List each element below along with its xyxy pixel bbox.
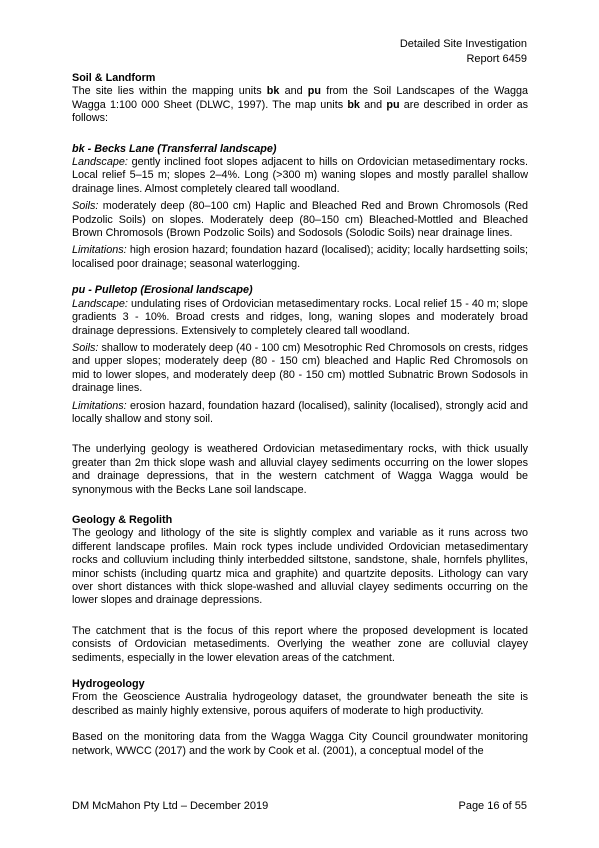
geology-regolith-paragraph-2: The catchment that is the focus of this report where the proposed development is located consists of Ordovician metasediments. Overlying the weather zone are colluvial clayey sediments, especially in the lower elevation areas of the catchment. bbox=[72, 624, 528, 664]
hydrogeology-paragraph-1: From the Geoscience Australia hydrogeology dataset, the groundwater beneath the site is described as mainly highly extensive, porous aquifers of moderate to high productivity. bbox=[72, 691, 528, 717]
soil-intro-text-c: are described in order as follows: bbox=[72, 98, 528, 125]
bk-limitations-label: Limitations: bbox=[72, 244, 127, 257]
soil-intro-paragraph bbox=[72, 85, 528, 125]
bk-landscape-label: Landscape: bbox=[72, 156, 128, 169]
bk-soils-text: moderately deep (80–100 cm) Haplic and Bleached Red and Brown Chromosols (Red Podzolic Soils) on slopes. Moderately deep (80–150 cm) Bleached-Mottled and Bleached Brown Chromosols (Brown Podzolic Soils) and Sodosols (Solodic Soils) near drainage lines. bbox=[72, 200, 528, 240]
pu-soils-label: Soils: bbox=[72, 341, 99, 354]
pu-limitations-label: Limitations: bbox=[72, 399, 127, 412]
unit-bk-2: bk bbox=[347, 98, 360, 111]
bk-title: bk - Becks Lane (Transferral landscape) bbox=[72, 142, 277, 155]
header-report-number: Report 6459 bbox=[466, 53, 527, 65]
bk-landscape bbox=[72, 156, 528, 196]
unit-pu: pu bbox=[307, 85, 321, 98]
pu-soils bbox=[72, 342, 528, 396]
pu-limitations bbox=[72, 400, 528, 427]
bk-landscape-text: gently inclined foot slopes adjacent to hills on Ordovician metasedimentary rocks. Local relief 5–15 m; slopes 2–4%. Long (>300 m) waning slopes and mostly parallel shallow drainage lines. Almost completely cleared tall woodland. bbox=[72, 156, 528, 195]
bk-soils bbox=[72, 200, 528, 240]
footer-page-number: Page 16 of 55 bbox=[458, 800, 527, 812]
unit-pu-2: pu bbox=[386, 98, 400, 111]
soil-landform-heading: Soil & Landform bbox=[72, 72, 156, 84]
footer-company-date: DM McMahon Pty Ltd – December 2019 bbox=[72, 800, 269, 812]
pu-landscape-label: Landscape: bbox=[72, 297, 128, 310]
page-header bbox=[400, 37, 527, 67]
bk-limitations-text: high erosion hazard; foundation hazard (localised); acidity; locally hardsetting soils; localised poor drainage; seasonal waterlogging. bbox=[72, 244, 528, 270]
pu-landscape bbox=[72, 298, 528, 338]
bk-limitations bbox=[72, 244, 528, 271]
pu-landscape-text: undulating rises of Ordovician metasedimentary rocks. Local relief 15 - 40 m; slope gradients 3 - 10%. Broad crests and ridges, long, waning slopes and moderately broad drainage depressions. Extensively to completely cleared tall woodland. bbox=[72, 297, 528, 337]
hydrogeology-paragraph-2: Based on the monitoring data from the Wagga Wagga City Council groundwater monitoring network, WWCC (2017) and the work by Cook et al. (2001), a conceptual model of the bbox=[72, 731, 528, 757]
soil-intro-and-1: and bbox=[279, 85, 308, 98]
header-title: Detailed Site Investigation bbox=[399, 38, 527, 50]
geology-regolith-paragraph-1: The geology and lithology of the site is slightly complex and variable as it runs across two different landscape profiles. Main rock types include undivided Ordovician metasedimentary rocks and colluvium including thinly interbedded siltstone, sandstone, shale, hornfels phyllites, minor schists (including quartz mica and graphite) and quartzite deposits. Lithology can vary over short distances with thick slope-washed and alluvial clayey sediments occurring on the lower slopes and drainage depressions. bbox=[72, 527, 528, 607]
pu-soils-text: shallow to moderately deep (40 - 100 cm) Mesotrophic Red Chromosols on crests, ridges and upper slopes; moderately deep (80 - 150 cm) bleached and Haplic Red Chromosols on mid to lower slopes, and moderately deep (80 - 150 cm) mottled Subnatric Brown Sodosols in drainage lines. bbox=[72, 341, 528, 395]
page-content bbox=[72, 72, 528, 758]
hydrogeology-heading: Hydrogeology bbox=[72, 678, 145, 691]
unit-bk: bk bbox=[266, 85, 280, 98]
soil-intro-text-a: The site lies within the mapping units bbox=[72, 85, 267, 98]
pu-title: pu - Pulletop (Erosional landscape) bbox=[72, 284, 253, 297]
soil-intro-and-2: and bbox=[359, 98, 387, 111]
underlying-geology-paragraph: The underlying geology is weathered Ordovician metasedimentary rocks, with thick usually greater than 2m thick slope wash and alluvial clayey sediments occurring on the lower slopes and drainage depressions, that in the western catchment of Wagga Wagga would be synonymous with the Becks Lane soil landscape. bbox=[72, 443, 528, 496]
pu-limitations-text: erosion hazard, foundation hazard (localised), salinity (localised), strongly acid and locally shallow and stony soil. bbox=[72, 399, 528, 425]
bk-soils-label: Soils: bbox=[72, 200, 99, 213]
soil-intro-text-b: from the Soil Landscapes of the Wagga Wagga 1:100 000 Sheet (DLWC, 1997). The map units bbox=[72, 85, 528, 111]
geology-regolith-heading: Geology & Regolith bbox=[72, 513, 173, 526]
